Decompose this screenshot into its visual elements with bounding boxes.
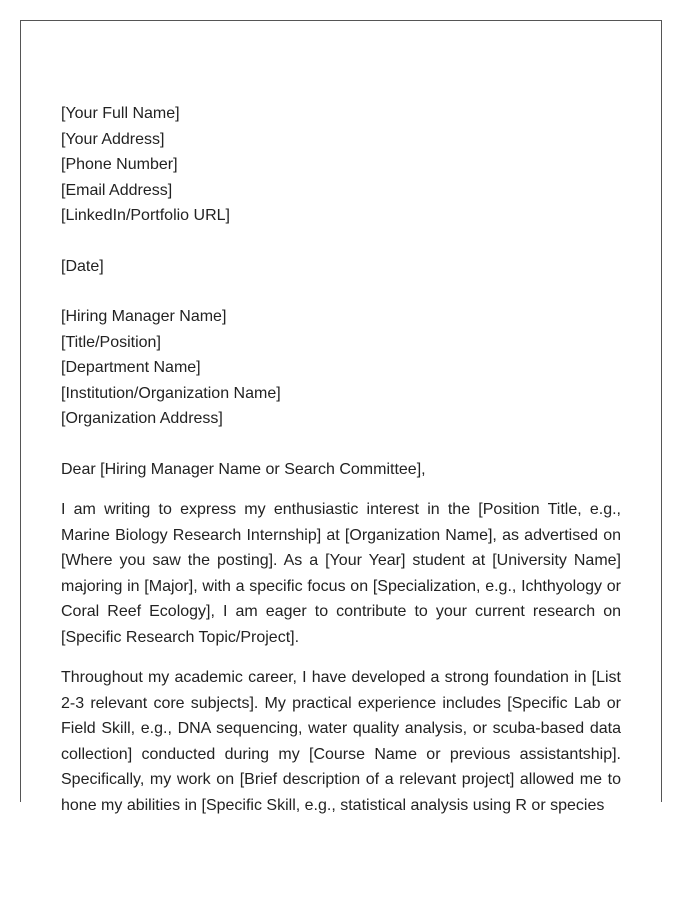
recipient-title: [Title/Position] bbox=[61, 333, 161, 351]
recipient-address: [Organization Address] bbox=[61, 410, 223, 427]
sender-phone: [Phone Number] bbox=[61, 156, 178, 173]
letter-body bbox=[61, 101, 621, 833]
letter-date: [Date] bbox=[61, 257, 104, 275]
paragraph-intro: I am writing to express my enthusiastic interest in the [Position Title, e.g., Marine Biology Research Internship] at [Organization Name], as advertised on [Where you saw the posting]. As a [Your Year] student at [University Name] majoring in [Major], with a specific focus on [Specialization, e.g., Ichthyology or Coral Reef Ecology], I am eager to contribute to your current research on [Specific Research Topic/Project]. bbox=[61, 501, 621, 646]
recipient-block bbox=[61, 304, 621, 432]
date-block bbox=[61, 254, 621, 280]
sender-address: [Your Address] bbox=[61, 130, 165, 148]
salutation: Dear [Hiring Manager Name or Search Committee], bbox=[61, 460, 426, 478]
sender-name: [Your Full Name] bbox=[61, 105, 180, 122]
sender-block bbox=[61, 101, 621, 229]
document-page bbox=[20, 20, 662, 814]
paragraph-experience: Throughout my academic career, I have developed a strong foundation in [List 2-3 relevant core subjects]. My practical experience includes [Specific Lab or Field Skill, e.g., DNA sequencing, water quality analysis, or scuba-based data collection] conducted during my [Course Name or previous assistantship]. Specifically, my work on [Brief description of a relevant project] allowed me to hone my abilities in [Specific Skill, e.g., statistical analysis using R or species bbox=[61, 669, 621, 814]
recipient-name: [Hiring Manager Name] bbox=[61, 308, 227, 325]
recipient-organization: [Institution/Organization Name] bbox=[61, 384, 281, 402]
sender-url: [LinkedIn/Portfolio URL] bbox=[61, 207, 230, 224]
recipient-department: [Department Name] bbox=[61, 359, 201, 376]
sender-email: [Email Address] bbox=[61, 181, 173, 199]
